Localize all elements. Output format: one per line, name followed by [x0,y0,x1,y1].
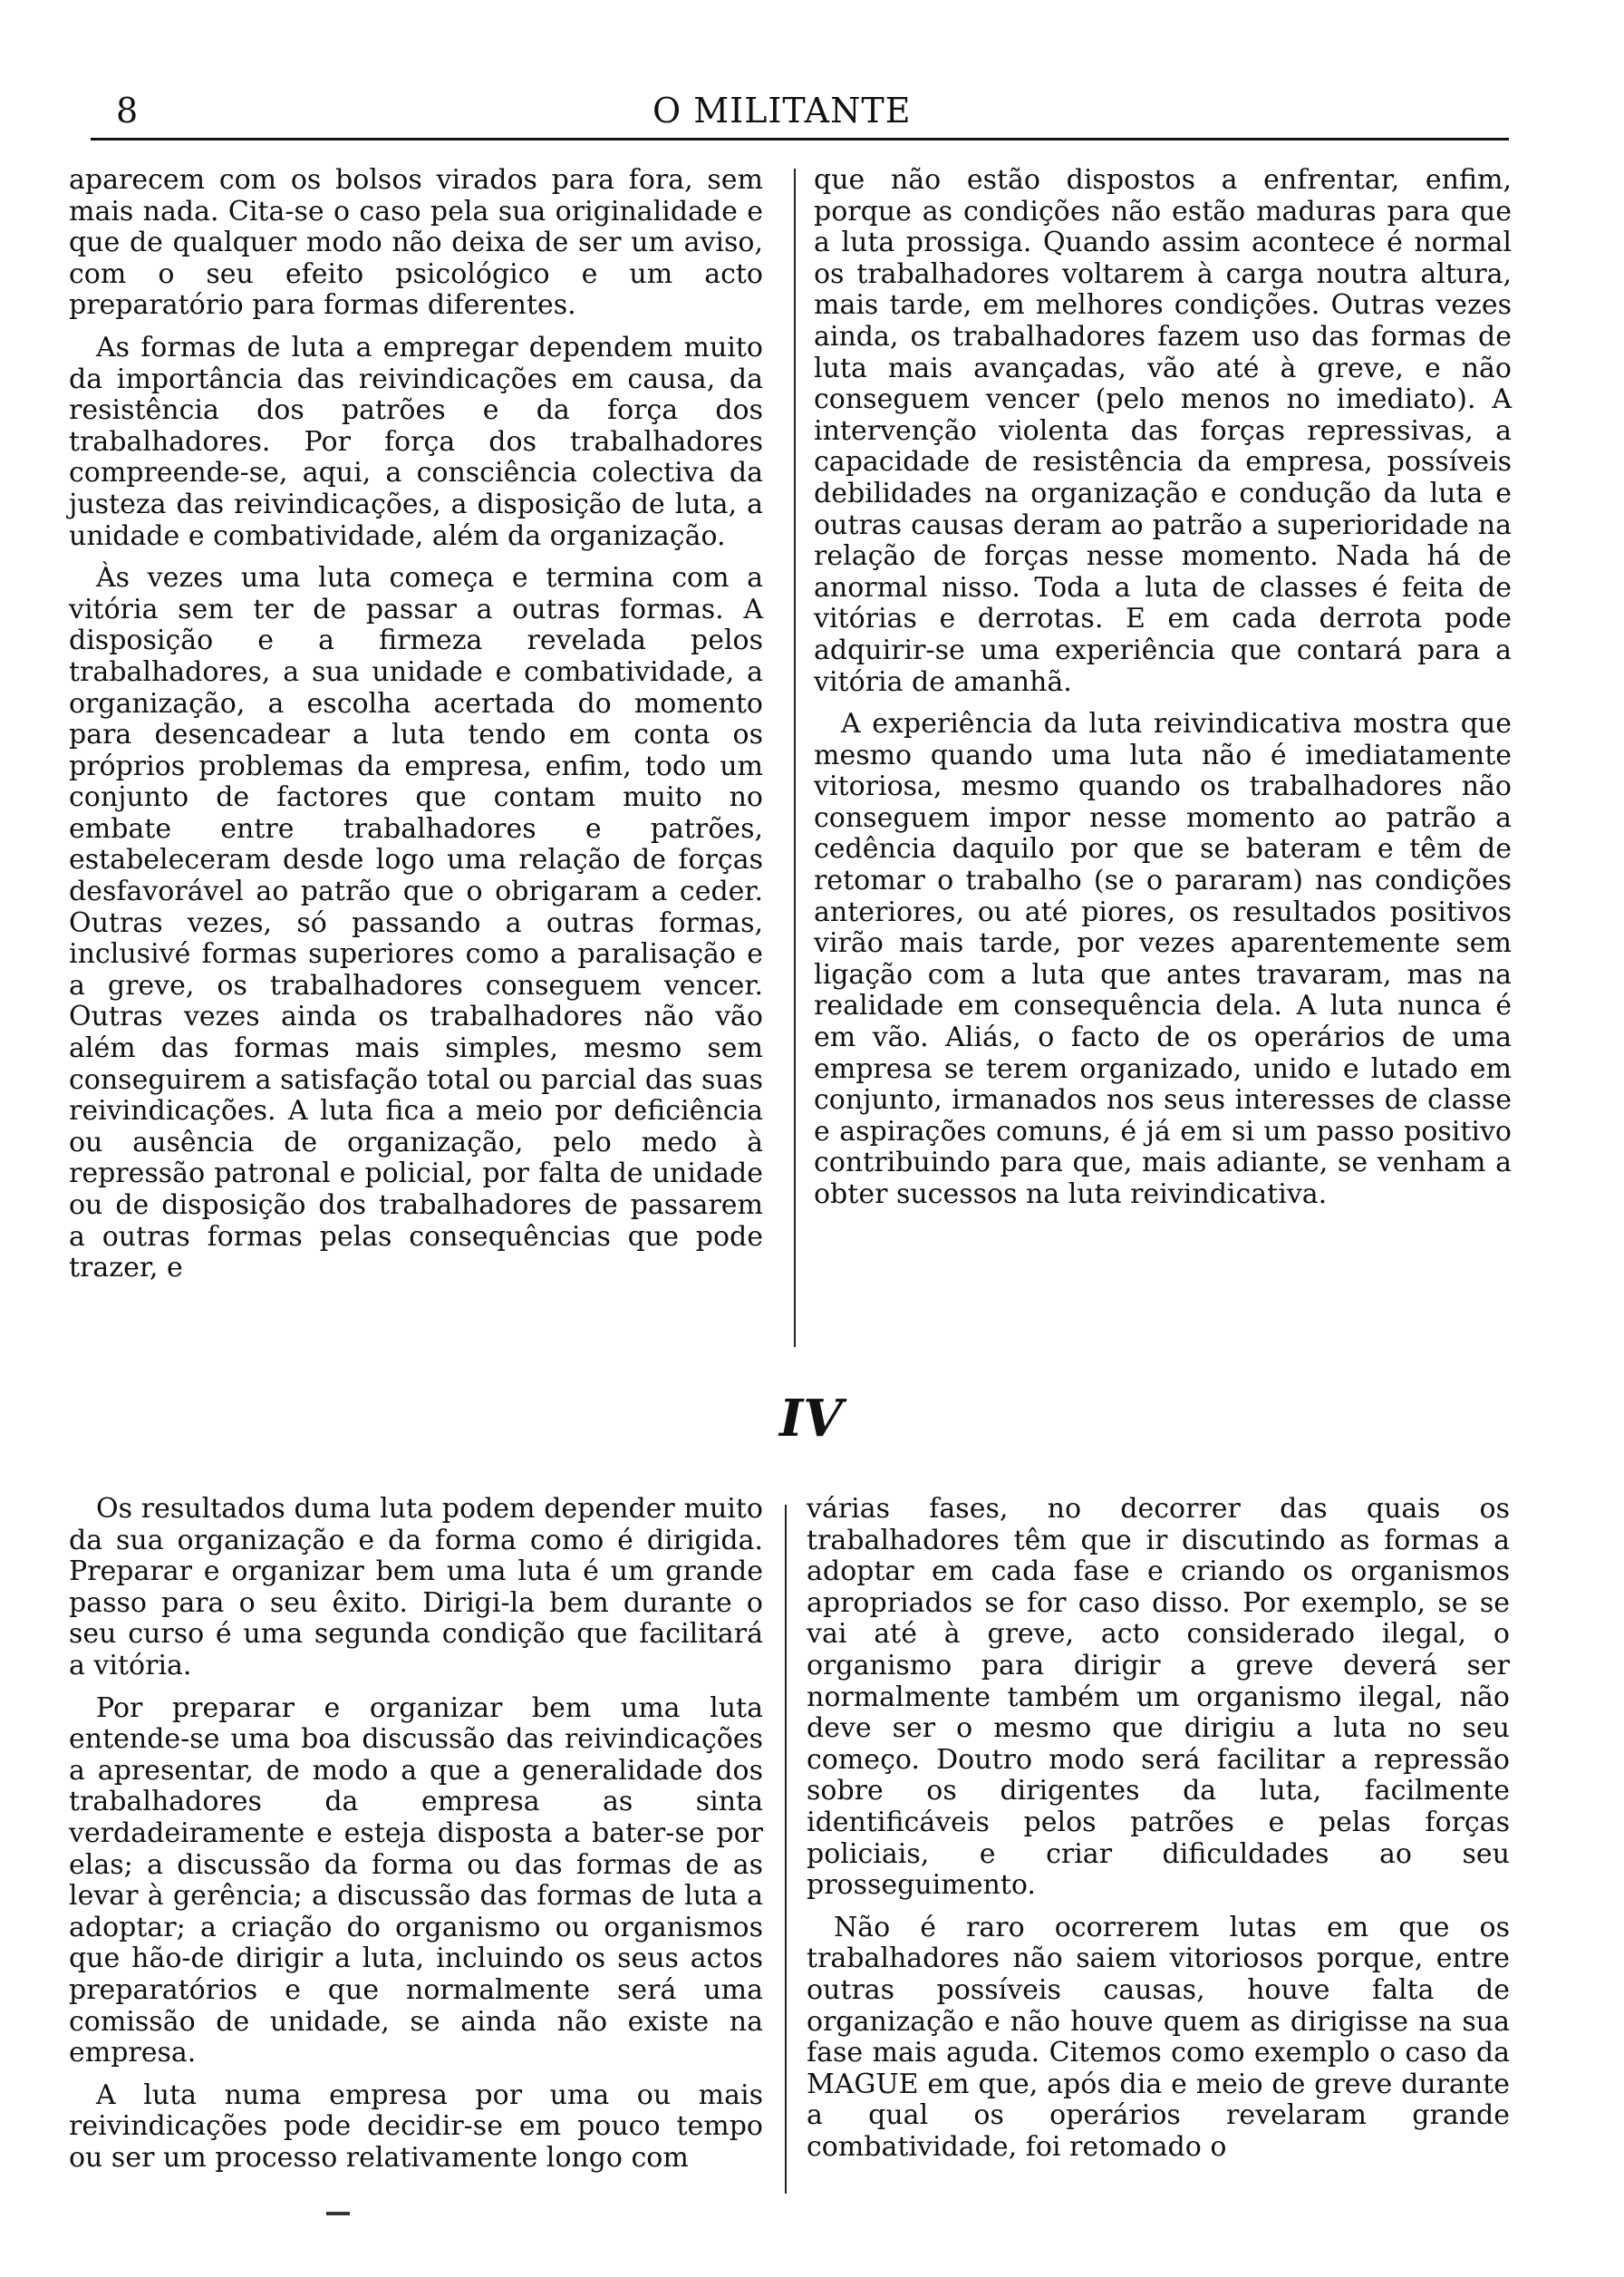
column-rule-bottom [785,1505,787,2194]
running-title: O MILITANTE [652,91,912,131]
paragraph: Por preparar e organizar bem uma luta entende-se uma boa discussão das reivindicações a apresentar, de modo a que a generalidade dos trabalhadores da empresa as sinta verdadeiramente e esteja disposta a bater-se por elas; a discussão da forma ou das formas de as levar à gerência; a discussão das formas de luta a adoptar; a criação do organismo ou organismos que hão-de dirigir a luta, incluindo os seus actos preparatórios e que normalmente será uma comissão de unidade, se ainda não existe na empresa. [69,1691,763,2069]
header-rule [91,138,1509,140]
bottom-right-column [807,1494,1510,2174]
section-numeral: IV [779,1389,843,1449]
paragraph: várias fases, no decorrer das quais os trabalhadores têm que ir discutindo as formas a adoptar em cada fase e criando os organismos apropriados se for caso disso. Por exemplo, se se vai até à greve, acto considerado ilegal, o organismo para dirigir a greve deverá ser normalmente também um organismo ilegal, não deve ser o mesmo que dirigiu a luta no seu começo. Doutro modo será facilitar a repressão sobre os dirigentes da luta, facilmente identificáveis pelos patrões e pelas forças policiais, e criar dificuldades ao seu prosseguimento. [807,1493,1510,1902]
page-number: 8 [116,91,140,131]
paragraph: Às vezes uma luta começa e termina com a vitória sem ter de passar a outras formas. A disposição e a firmeza revelada pelos trabalhadores, a sua unidade e combatividade, a organização, a escolha acertada do momento para desencadear a luta tendo em conta os próprios problemas da empresa, enfim, todo um conjunto de factores que contam muito no embate entre trabalhadores e patrões, estabeleceram desde logo uma relação de forças desfavorável ao patrão que o obrigaram a ceder. Outras vezes, só passando a outras formas, inclusivé formas superiores como a paralisação e a greve, os trabalhadores conseguem vencer. Outras vezes ainda os trabalhadores não vão além das formas mais simples, mesmo sem conseguirem a satisfação total ou parcial das suas reivindicações. A luta fica a meio por deficiência ou ausência de organização, pelo medo à repressão patronal e policial, por falta de unidade ou de disposição dos trabalhadores de passarem a outras formas pelas consequências que pode trazer, e [69,562,763,1284]
paragraph: A experiência da luta reivindicativa mostra que mesmo quando uma luta não é imediatamente vitoriosa, mesmo quando os trabalhadores não conseguem impor nesse momento ao patrão a cedência daquilo por que se bateram e têm de retomar o trabalho (se o pararam) nas condições anteriores, ou até piores, os resultados positivos virão mais tarde, por vezes aparentemente sem ligação com a luta que antes travaram, mas na realidade em consequência dela. A luta nunca é em vão. Aliás, o facto de os operários de uma empresa se terem organizado, unido e lutado em conjunto, irmanados nos seus interesses de classe e aspirações comuns, é já em si um passo positivo contribuindo para que, mais adiante, se venham a obter sucessos na luta reivindicativa. [814,708,1512,1210]
paragraph: Os resultados duma luta podem depender muito da sua organização e da forma como é dirigida. Preparar e organizar bem uma luta é um grande passo para o seu êxito. Dirigi-la bem durante o seu curso é uma segunda condição que facilitará a vitória. [69,1493,763,1681]
top-left-column [69,165,763,1295]
paragraph: aparecem com os bolsos virados para fora, sem mais nada. Cita-se o caso pela sua originalidade e que de qualquer modo não deixa de ser um aviso, com o seu efeito psicológico e um acto preparatório para formas diferentes. [69,164,763,322]
paragraph: Não é raro ocorrerem lutas em que os trabalhadores não saiem vitoriosos porque, entre outras possíveis causas, houve falta de organização e não houve quem as dirigisse na sua fase mais aguda. Citemos como exemplo o caso da MAGUE em que, após dia e meio de greve durante a qual os operários revelaram grande combatividade, foi retomado o [807,1911,1510,2163]
top-right-column [814,165,1512,1222]
column-rule-top [794,169,796,1347]
page-mark [326,2212,350,2215]
paragraph: As formas de luta a empregar dependem muito da importância das reivindicações em causa, da resistência dos patrões e da força dos trabalhadores. Por força dos trabalhadores compreende-se, aqui, a consciência colectiva da justeza das reivindicações, a disposição de luta, a unidade e combatividade, além da organização. [69,331,763,552]
paragraph: A luta numa empresa por uma ou mais reivindicações pode decidir-se em pouco tempo ou ser um processo relativamente longo com [69,2078,763,2174]
paragraph: que não estão dispostos a enfrentar, enfim, porque as condições não estão maduras para que a luta prossiga. Quando assim acontece é normal os trabalhadores voltarem à carga noutra altura, mais tarde, em melhores condições. Outras vezes ainda, os trabalhadores fazem uso das formas de luta mais avançadas, vão até à greve, e não conseguem vencer (pelo menos no imediato). A intervenção violenta das forças repressivas, a capacidade de resistência da empresa, possíveis debilidades na organização e condução da luta e outras causas deram ao patrão a superioridade na relação de forças nesse momento. Nada há de anormal nisso. Toda a luta de classes é feita de vitórias e derrotas. E em cada derrota pode adquirir-se uma experiência que contará para a vitória de amanhã. [814,164,1512,698]
bottom-left-column [69,1494,763,2185]
